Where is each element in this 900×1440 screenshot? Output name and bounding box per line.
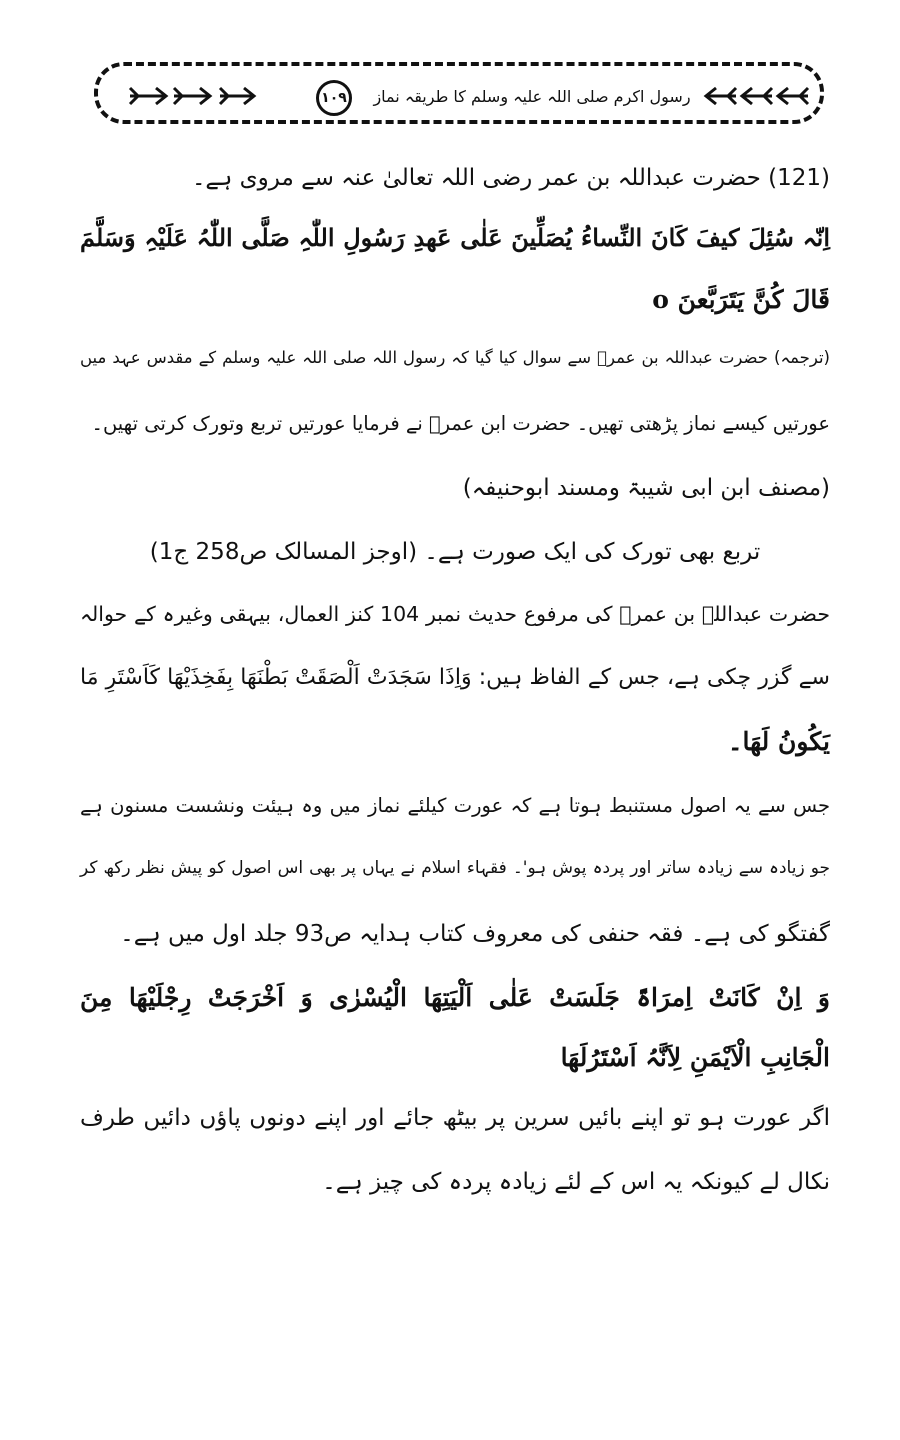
body-line: حضرت عبداللہ بن عمرؓ کی مرفوع حدیث نمبر 104 کنز العمال، بیہقی وغیرہ کے حوالہ (80, 602, 830, 626)
body-line: سے گزر چکی ہے، جس کے الفاظ ہیں: وَاِذَا سَجَدَتْ اَلْصَقَتْ بَطْنَھَا بِفَخِذَیْھَا کَاَسْتَرِ مَا (80, 665, 830, 690)
body-line: گفتگو کی ہے۔ فقہ حنفی کی معروف کتاب ہدایہ ص93 جلد اول میں ہے۔ (120, 921, 830, 947)
body-line: جو زیادہ سے زیادہ ساتر اور پردہ پوش ہو'۔ فقہاء اسلام نے یہاں پر بھی اس اصول کو پیش نظر رکھ کر (80, 858, 830, 878)
arabic-text-line: اِنّہ سُئِلَ کیفَ کَانَ النِّساءُ یُصَلِّینَ عَلٰی عَھدِ رَسُولِ اللّٰہِ صَلَّی اللّٰہُ عَلَیْہِ وَسَلَّمَ (80, 223, 830, 252)
arabic-text-line: الْجَانِبِ الْاَیْمَنِ لِاَنَّہُ اَسْتَرُلَھَا (560, 1043, 830, 1072)
body-line: جس سے یہ اصول مستنبط ہوتا ہے کہ عورت کیلئے نماز میں وہ ہیئت ونشست مسنون ہے (80, 794, 830, 817)
arabic-text-line: یَکُونُ لَھَا۔ (727, 727, 830, 756)
body-line: نکال لے کیونکہ یہ اس کے لئے زیادہ پردہ کی چیز ہے۔ (322, 1169, 830, 1195)
citation: (مصنف ابن ابی شیبۃ ومسند ابوحنیفہ) (462, 475, 830, 501)
reference-line: تربع بھی تورک کی ایک صورت ہے۔ (اوجز المسالک ص258 ج1) (149, 539, 761, 565)
arabic-text-line: قَالَ کُنَّ یَتَرَبَّعنَ o (652, 285, 830, 314)
running-title: رسول اکرم صلی اللہ علیہ وسلم کا طریقہ نماز (373, 87, 691, 106)
hadith-intro: (121) حضرت عبداللہ بن عمر رضی اللہ تعالیٰ عنہ سے مروی ہے۔ (191, 165, 830, 191)
body-line: اگر عورت ہو تو اپنے بائیں سرین پر بیٹھ جائے اور اپنے دونوں پاؤں دائیں طرف (80, 1105, 830, 1131)
translation-line: (ترجمہ) حضرت عبداللہ بن عمرؓ سے سوال کیا گیا کہ رسول اللہ صلی اللہ علیہ وسلم کے مقدس عہد میں (80, 348, 830, 367)
translation-line: عورتیں کیسے نماز پڑھتی تھیں۔ حضرت ابن عمرؓ نے فرمایا عورتیں تربع وتورک کرتی تھیں۔ (91, 412, 830, 435)
arabic-text-line: وَ اِنْ کَانَتْ اِمرَاۃً جَلَسَتْ عَلٰی اَلْیَتِھَا الْیُسْرٰی وَ اَخْرَجَتْ رِجْلَیْھَا مِنَ (80, 983, 830, 1012)
page-number: ۱۰۹ (316, 80, 352, 116)
